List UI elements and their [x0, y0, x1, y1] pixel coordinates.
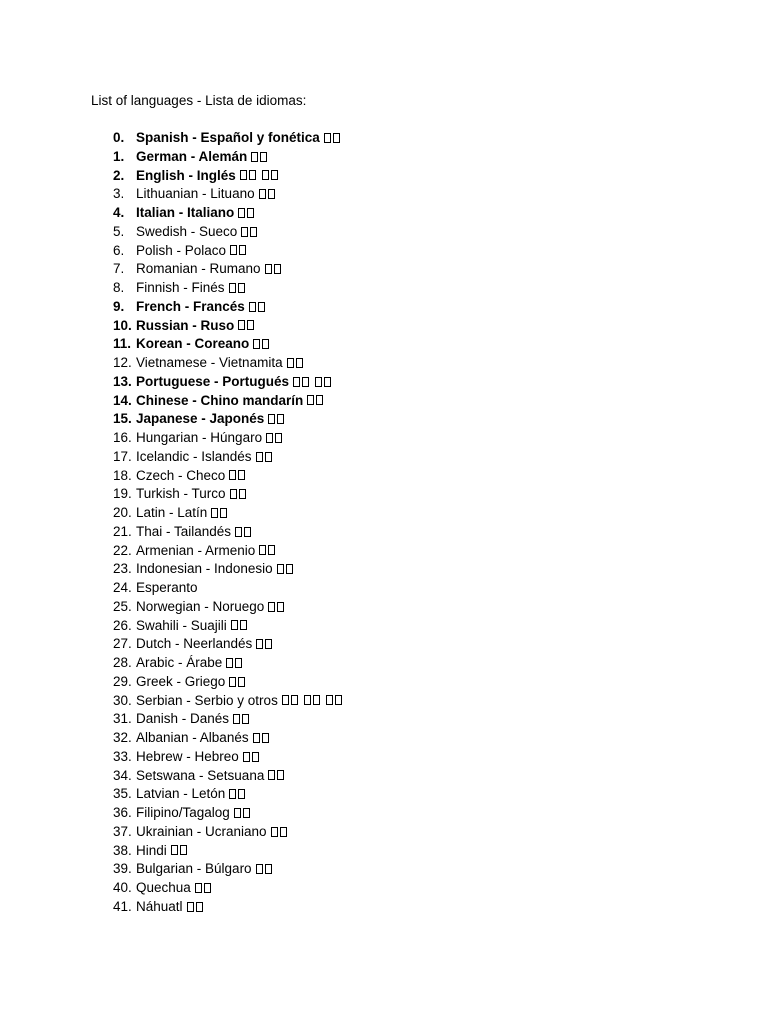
list-item-label: Swedish - Sueco: [136, 223, 238, 239]
flag-placeholder-icon: [230, 245, 247, 256]
flag-icons: [240, 167, 279, 186]
list-item-number: 25.: [113, 598, 132, 614]
flag-icons: [229, 279, 246, 298]
list-item: [113, 373, 343, 392]
list-item-number: 31.: [113, 711, 132, 727]
list-item: [113, 692, 343, 711]
list-item-number: 17.: [113, 448, 132, 464]
list-item: [113, 335, 343, 354]
flag-placeholder-icon: [229, 677, 246, 688]
list-item: [113, 617, 343, 636]
list-item-number: 2.: [113, 167, 125, 183]
list-item: [113, 223, 343, 242]
list-item: [113, 317, 343, 336]
list-item-label: Japanese - Japonés: [136, 411, 265, 427]
list-item-label: Portuguese - Portugués: [136, 373, 290, 389]
flag-placeholder-icon: [287, 358, 304, 369]
list-item-label: Swahili - Suajili: [136, 617, 227, 633]
list-item: [113, 410, 343, 429]
list-item: [113, 354, 343, 373]
list-item-number: 35.: [113, 786, 132, 802]
flag-icons: [171, 842, 188, 861]
flag-placeholder-icon: [235, 527, 252, 538]
flag-placeholder-icon: [256, 864, 273, 875]
list-item-number: 24.: [113, 580, 132, 595]
flag-placeholder-icon: [229, 283, 246, 294]
list-item: [113, 560, 343, 579]
list-item-number: 14.: [113, 392, 132, 408]
flag-icons: [253, 729, 270, 748]
list-item-label: Armenian - Armenio: [136, 542, 256, 558]
flag-placeholder-icon: [268, 602, 285, 613]
list-item-number: 28.: [113, 655, 132, 670]
flag-placeholder-icon: [262, 170, 279, 181]
list-item-number: 22.: [113, 542, 132, 558]
list-item: [113, 804, 343, 823]
list-item-number: 27.: [113, 636, 132, 652]
flag-placeholder-icon: [238, 208, 255, 219]
list-item: [113, 767, 343, 786]
flag-placeholder-icon: [265, 264, 282, 275]
flag-icons: [238, 204, 255, 223]
list-item-number: 20.: [113, 505, 132, 520]
list-item-label: Vietnamese - Vietnamita: [136, 355, 283, 370]
list-item: [113, 279, 343, 298]
flag-icons: [268, 598, 285, 617]
list-item-label: Chinese - Chino mandarín: [136, 392, 304, 408]
flag-icons: [259, 542, 276, 561]
list-item-label: Danish - Danés: [136, 711, 230, 727]
list-item-number: 29.: [113, 673, 132, 689]
list-item-number: 18.: [113, 467, 132, 483]
list-item-number: 41.: [113, 898, 132, 914]
list-item-number: 8.: [113, 280, 125, 295]
flag-placeholder-icon: [229, 789, 246, 800]
flag-icons: [277, 560, 294, 579]
list-item-number: 0.: [113, 130, 125, 145]
list-item-label: Filipino/Tagalog: [136, 805, 230, 820]
list-item-number: 23.: [113, 561, 132, 577]
flag-icons: [268, 410, 285, 429]
list-item: [113, 598, 343, 617]
list-item: [113, 748, 343, 767]
flag-placeholder-icon: [256, 639, 273, 650]
list-item: [113, 654, 343, 673]
list-item-label: Latvian - Letón: [136, 786, 226, 802]
list-item-number: 3.: [113, 186, 125, 202]
flag-icons: [241, 223, 258, 242]
language-list: [113, 129, 343, 917]
flag-icons: [271, 823, 288, 842]
flag-placeholder-icon: [171, 845, 188, 856]
list-item-number: 6.: [113, 242, 125, 258]
list-item: [113, 673, 343, 692]
list-item-label: Italian - Italiano: [136, 205, 235, 220]
list-item-number: 12.: [113, 355, 132, 370]
list-item: [113, 467, 343, 486]
list-item: [113, 485, 343, 504]
flag-icons: [229, 467, 246, 486]
flag-icons: [266, 429, 283, 448]
list-item: [113, 635, 343, 654]
flag-icons: [235, 523, 252, 542]
list-item-label: Polish - Polaco: [136, 242, 227, 258]
list-item-label: Icelandic - Islandés: [136, 448, 252, 464]
list-item-number: 1.: [113, 148, 125, 164]
flag-placeholder-icon: [259, 189, 276, 200]
flag-icons: [282, 692, 343, 711]
flag-placeholder-icon: [243, 752, 260, 763]
flag-placeholder-icon: [293, 377, 310, 388]
flag-placeholder-icon: [256, 452, 273, 463]
flag-placeholder-icon: [271, 827, 288, 838]
list-item-label: Hebrew - Hebreo: [136, 748, 239, 764]
list-item: [113, 504, 343, 523]
flag-placeholder-icon: [187, 902, 204, 913]
flag-placeholder-icon: [231, 620, 248, 631]
list-item-label: Náhuatl: [136, 898, 183, 914]
list-item-label: Hungarian - Húngaro: [136, 430, 263, 445]
list-item-number: 21.: [113, 523, 132, 539]
list-item-number: 36.: [113, 805, 132, 820]
list-item: [113, 729, 343, 748]
flag-icons: [256, 860, 273, 879]
flag-placeholder-icon: [324, 133, 341, 144]
list-item-label: Ukrainian - Ucraniano: [136, 823, 267, 839]
flag-placeholder-icon: [266, 433, 283, 444]
list-item-label: Quechua: [136, 880, 191, 895]
list-item-number: 19.: [113, 486, 132, 502]
list-item-label: Thai - Tailandés: [136, 523, 232, 539]
flag-placeholder-icon: [315, 377, 332, 388]
list-item-number: 7.: [113, 261, 125, 277]
list-item-label: Greek - Griego: [136, 673, 226, 689]
flag-placeholder-icon: [249, 302, 266, 313]
list-item: [113, 579, 343, 598]
flag-icons: [238, 317, 255, 336]
list-item-label: Bulgarian - Búlgaro: [136, 861, 252, 877]
list-item-label: Korean - Coreano: [136, 336, 250, 352]
flag-placeholder-icon: [259, 545, 276, 556]
list-item: [113, 204, 343, 223]
list-item: [113, 542, 343, 561]
flag-placeholder-icon: [229, 470, 246, 481]
list-item: [113, 260, 343, 279]
list-item-number: 34.: [113, 767, 132, 783]
list-item-number: 32.: [113, 730, 132, 745]
list-item-number: 40.: [113, 880, 132, 895]
flag-placeholder-icon: [253, 339, 270, 350]
list-item: [113, 879, 343, 898]
flag-placeholder-icon: [226, 658, 243, 669]
flag-icons: [293, 373, 332, 392]
list-item: [113, 298, 343, 317]
list-item: [113, 129, 343, 148]
flag-icons: [229, 785, 246, 804]
list-item-number: 9.: [113, 298, 125, 314]
list-item-label: Norwegian - Noruego: [136, 598, 265, 614]
list-item-number: 39.: [113, 861, 132, 877]
list-item-number: 16.: [113, 430, 132, 445]
list-item-label: Indonesian - Indonesio: [136, 561, 273, 577]
flag-placeholder-icon: [253, 733, 270, 744]
flag-placeholder-icon: [230, 489, 247, 500]
list-item: [113, 148, 343, 167]
flag-placeholder-icon: [233, 714, 250, 725]
document-title: List of languages - Lista de idiomas:: [91, 93, 307, 108]
list-item: [113, 448, 343, 467]
list-item-number: 13.: [113, 373, 132, 389]
list-item-label: Esperanto: [136, 580, 198, 595]
flag-icons: [256, 635, 273, 654]
flag-icons: [234, 804, 251, 823]
list-item: [113, 242, 343, 261]
flag-icons: [259, 185, 276, 204]
flag-placeholder-icon: [211, 508, 228, 519]
list-item-label: Spanish - Español y fonética: [136, 130, 320, 145]
list-item: [113, 710, 343, 729]
flag-icons: [287, 354, 304, 373]
list-item-label: Russian - Ruso: [136, 317, 235, 333]
flag-icons: [249, 298, 266, 317]
flag-icons: [256, 448, 273, 467]
list-item-label: French - Francés: [136, 298, 245, 314]
flag-icons: [253, 335, 270, 354]
list-item-number: 10.: [113, 317, 132, 333]
list-item-label: Dutch - Neerlandés: [136, 636, 253, 652]
list-item-number: 37.: [113, 823, 132, 839]
list-item-number: 33.: [113, 748, 132, 764]
list-item: [113, 860, 343, 879]
flag-placeholder-icon: [195, 883, 212, 894]
flag-icons: [195, 879, 212, 898]
flag-icons: [187, 898, 204, 917]
list-item-label: German - Alemán: [136, 148, 248, 164]
flag-icons: [324, 129, 341, 148]
list-item: [113, 785, 343, 804]
flag-placeholder-icon: [326, 695, 343, 706]
flag-icons: [231, 617, 248, 636]
flag-icons: [265, 260, 282, 279]
list-item-label: Setswana - Setsuana: [136, 767, 265, 783]
list-item: [113, 898, 343, 917]
list-item-label: Finnish - Finés: [136, 280, 225, 295]
list-item-number: 15.: [113, 411, 132, 427]
flag-placeholder-icon: [268, 414, 285, 425]
flag-placeholder-icon: [251, 152, 268, 163]
list-item: [113, 823, 343, 842]
list-item: [113, 842, 343, 861]
flag-placeholder-icon: [282, 695, 299, 706]
list-item: [113, 429, 343, 448]
list-item: [113, 523, 343, 542]
flag-icons: [230, 485, 247, 504]
flag-icons: [251, 148, 268, 167]
list-item-label: Arabic - Árabe: [136, 655, 223, 670]
list-item-number: 30.: [113, 692, 132, 708]
list-item-label: Romanian - Rumano: [136, 261, 261, 277]
list-item-label: Hindi: [136, 842, 167, 858]
flag-placeholder-icon: [238, 320, 255, 331]
list-item-number: 38.: [113, 842, 132, 858]
flag-icons: [307, 392, 324, 411]
flag-placeholder-icon: [307, 395, 324, 406]
flag-icons: [230, 242, 247, 261]
list-item-number: 4.: [113, 205, 125, 220]
flag-icons: [243, 748, 260, 767]
list-item-label: Turkish - Turco: [136, 486, 226, 502]
flag-icons: [226, 654, 243, 673]
list-item-number: 11.: [113, 336, 132, 352]
list-item: [113, 392, 343, 411]
list-item-label: Latin - Latín: [136, 505, 208, 520]
flag-placeholder-icon: [268, 770, 285, 781]
flag-placeholder-icon: [234, 808, 251, 819]
list-item: [113, 167, 343, 186]
flag-placeholder-icon: [277, 564, 294, 575]
list-item-label: Serbian - Serbio y otros: [136, 692, 278, 708]
flag-placeholder-icon: [240, 170, 257, 181]
flag-icons: [268, 767, 285, 786]
flag-placeholder-icon: [304, 695, 321, 706]
flag-icons: [211, 504, 228, 523]
flag-placeholder-icon: [241, 227, 258, 238]
list-item-number: 26.: [113, 617, 132, 633]
list-item-label: Czech - Checo: [136, 467, 226, 483]
list-item: [113, 185, 343, 204]
list-item-label: Lithuanian - Lituano: [136, 186, 255, 202]
list-item-label: English - Inglés: [136, 167, 236, 183]
flag-icons: [229, 673, 246, 692]
list-item-label: Albanian - Albanés: [136, 730, 249, 745]
list-item-number: 5.: [113, 223, 125, 239]
flag-icons: [233, 710, 250, 729]
